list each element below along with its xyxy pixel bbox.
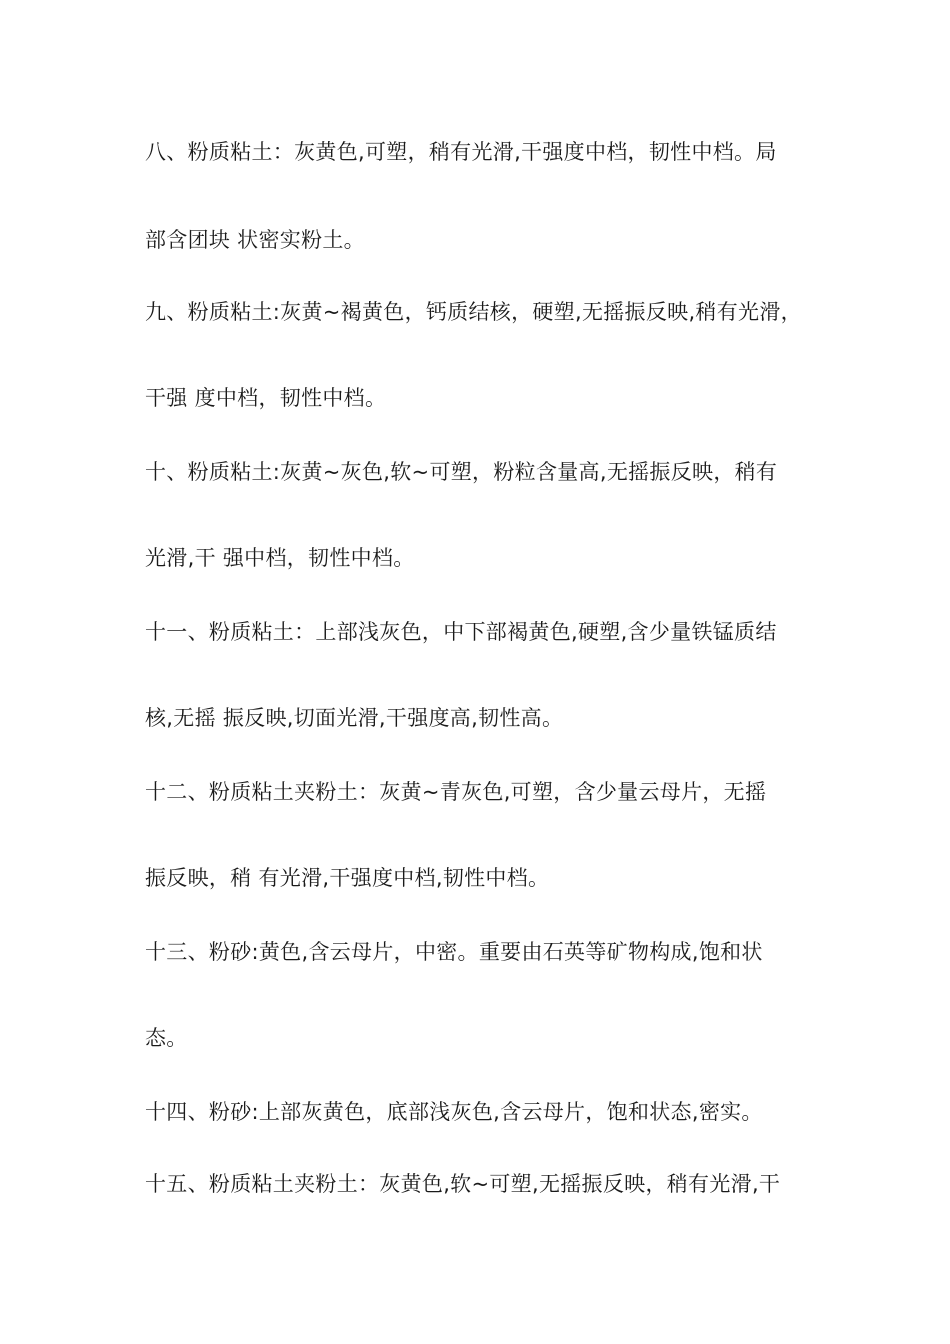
text-line: 十一、粉质粘土：上部浅灰色，中下部褐黄色,硬塑,含少量铁锰质结 <box>145 620 777 644</box>
text-line: 十、粉质粘土:灰黄~灰色,软~可塑，粉粒含量高,无摇振反映，稍有 <box>145 460 778 484</box>
text-line: 部含团块 状密实粉土。 <box>145 228 365 252</box>
text-line: 十五、粉质粘土夹粉土：灰黄色,软~可塑,无摇振反映，稍有光滑,干 <box>145 1172 781 1196</box>
text-line: 十三、粉砂:黄色,含云母片，中密。重要由石英等矿物构成,饱和状 <box>145 940 763 964</box>
text-line: 态。 <box>145 1026 188 1050</box>
text-line: 核,无摇 振反映,切面光滑,干强度高,韧性高。 <box>145 706 564 730</box>
text-line: 十四、粉砂:上部灰黄色，底部浅灰色,含云母片，饱和状态,密实。 <box>145 1100 763 1124</box>
text-line: 振反映，稍 有光滑,干强度中档,韧性中档。 <box>145 866 550 890</box>
text-line: 十二、粉质粘土夹粉土：灰黄~青灰色,可塑，含少量云母片，无摇 <box>145 780 767 804</box>
text-line: 干强 度中档，韧性中档。 <box>145 386 387 410</box>
text-line: 光滑,干 强中档，韧性中档。 <box>145 546 415 570</box>
text-line: 八、粉质粘土：灰黄色,可塑，稍有光滑,干强度中档，韧性中档。局 <box>145 140 777 164</box>
text-line: 九、粉质粘土:灰黄~褐黄色，钙质结核，硬塑,无摇振反映,稍有光滑， <box>145 300 802 324</box>
